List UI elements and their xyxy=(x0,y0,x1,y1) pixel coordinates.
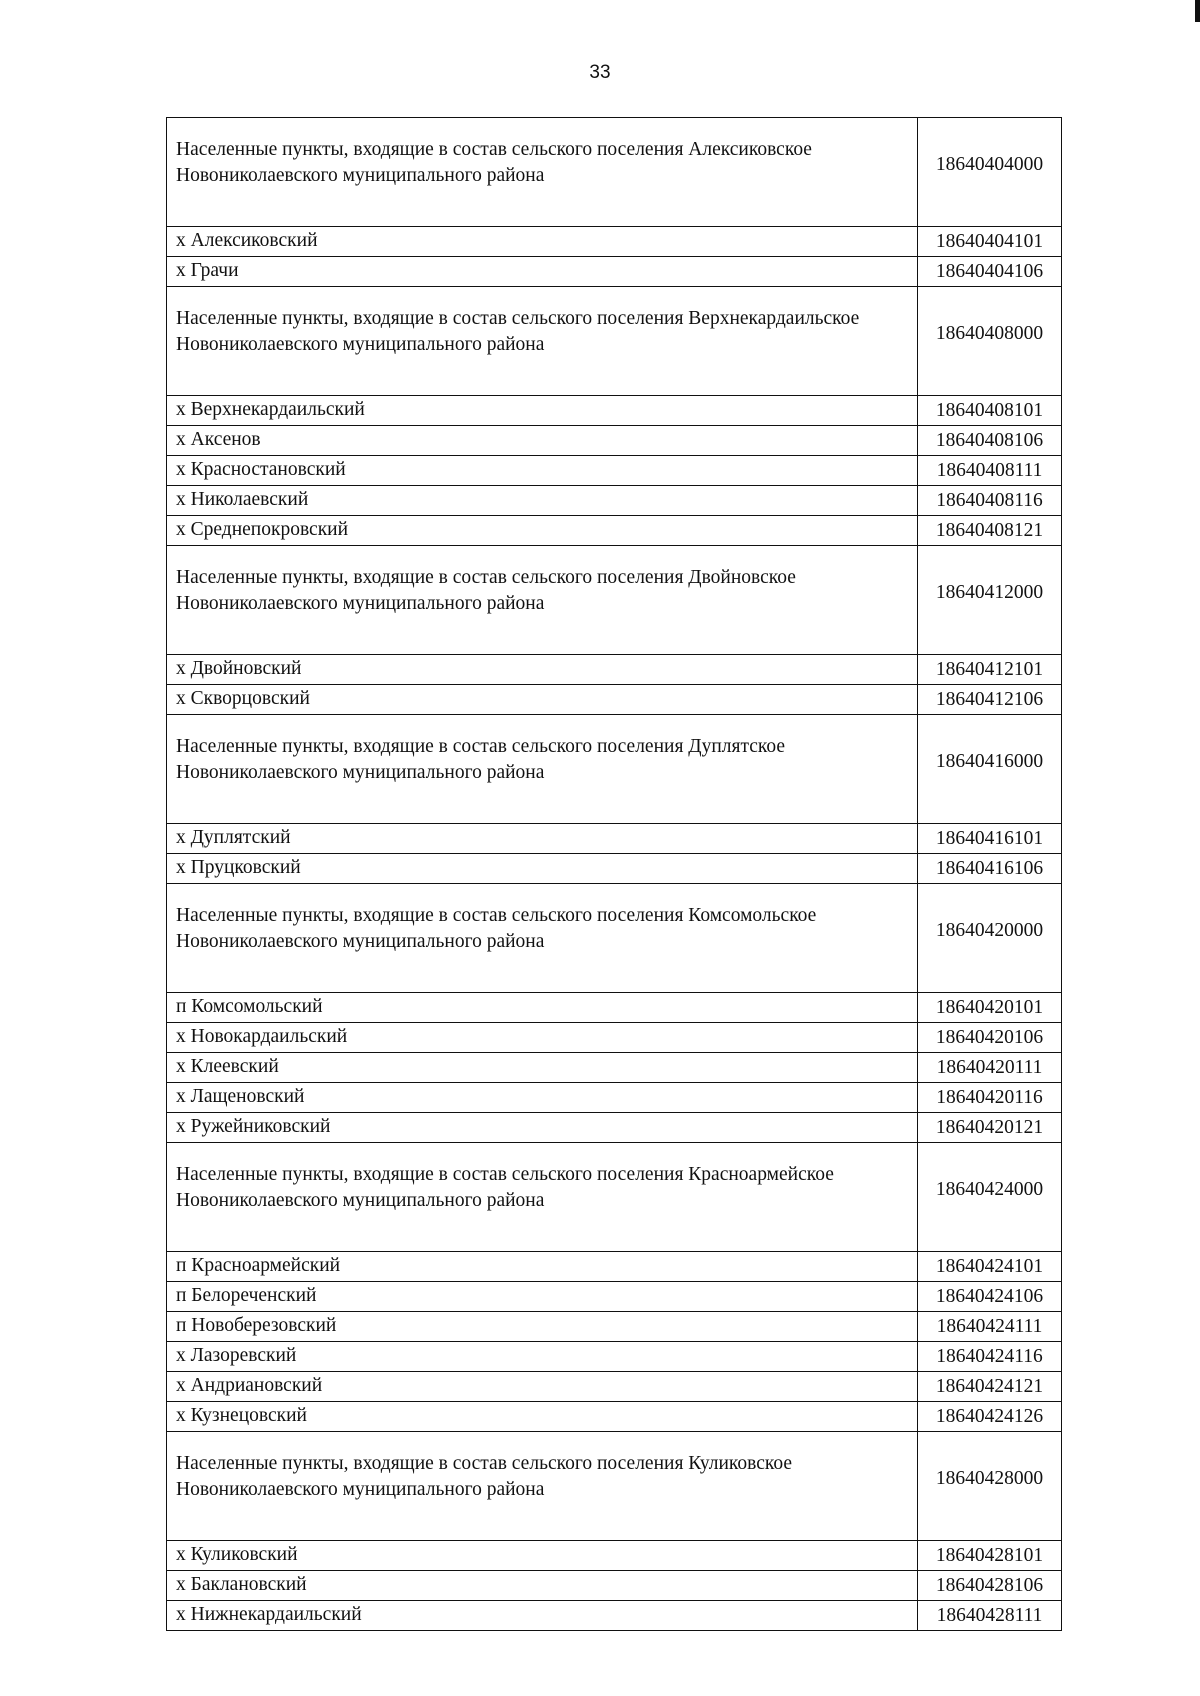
locality-name: х Нижнекардаильский xyxy=(167,1601,918,1631)
locality-code: 18640428111 xyxy=(918,1601,1062,1631)
locality-code: 18640420106 xyxy=(918,1023,1062,1053)
locality-code: 18640424111 xyxy=(918,1312,1062,1342)
scan-edge-mark xyxy=(1195,0,1200,22)
settlement-group-code: 18640428000 xyxy=(918,1432,1062,1541)
locality-code: 18640404106 xyxy=(918,257,1062,287)
locality-code: 18640408116 xyxy=(918,486,1062,516)
table-body xyxy=(167,118,1062,1631)
locality-code: 18640404101 xyxy=(918,227,1062,257)
locality-name: х Кузнецовский xyxy=(167,1402,918,1432)
locality-name: х Баклановский xyxy=(167,1571,918,1601)
locality-code: 18640424121 xyxy=(918,1372,1062,1402)
locality-name: х Верхнекардаильский xyxy=(167,396,918,426)
locality-name: х Скворцовский xyxy=(167,685,918,715)
locality-code: 18640420101 xyxy=(918,993,1062,1023)
settlement-group-name: Населенные пункты, входящие в состав сельского поселения Алексиковское Новониколаевского муниципального района xyxy=(167,118,918,227)
locality-name: п Комсомольский xyxy=(167,993,918,1023)
locality-row xyxy=(167,1372,1062,1402)
locality-name: х Красностановский xyxy=(167,456,918,486)
locality-name: х Двойновский xyxy=(167,655,918,685)
settlement-group-name: Населенные пункты, входящие в состав сельского поселения Верхнекардаильское Новониколаевского муниципального района xyxy=(167,287,918,396)
locality-name: х Пруцковский xyxy=(167,854,918,884)
locality-code: 18640424116 xyxy=(918,1342,1062,1372)
locality-name: х Андриановский xyxy=(167,1372,918,1402)
locality-row xyxy=(167,1282,1062,1312)
locality-row xyxy=(167,1023,1062,1053)
locality-row xyxy=(167,516,1062,546)
locality-name: х Ружейниковский xyxy=(167,1113,918,1143)
locality-row xyxy=(167,685,1062,715)
locality-code: 18640408101 xyxy=(918,396,1062,426)
locality-row xyxy=(167,227,1062,257)
settlement-group-code: 18640420000 xyxy=(918,884,1062,993)
locality-row xyxy=(167,655,1062,685)
locality-row xyxy=(167,854,1062,884)
settlement-group-row xyxy=(167,118,1062,227)
locality-name: х Куликовский xyxy=(167,1541,918,1571)
locality-code: 18640420111 xyxy=(918,1053,1062,1083)
page-number: 33 xyxy=(589,62,611,83)
locality-row xyxy=(167,1113,1062,1143)
locality-code: 18640416106 xyxy=(918,854,1062,884)
locality-row xyxy=(167,1342,1062,1372)
locality-row xyxy=(167,486,1062,516)
locality-row xyxy=(167,1402,1062,1432)
settlement-group-name: Населенные пункты, входящие в состав сельского поселения Куликовское Новониколаевского муниципального района xyxy=(167,1432,918,1541)
settlement-group-name: Населенные пункты, входящие в состав сельского поселения Красноармейское Новониколаевского муниципального района xyxy=(167,1143,918,1252)
locality-row xyxy=(167,456,1062,486)
locality-code: 18640424126 xyxy=(918,1402,1062,1432)
settlement-group-code: 18640424000 xyxy=(918,1143,1062,1252)
locality-name: п Новоберезовский xyxy=(167,1312,918,1342)
settlement-group-row xyxy=(167,546,1062,655)
locality-code: 18640424106 xyxy=(918,1282,1062,1312)
locality-code: 18640428106 xyxy=(918,1571,1062,1601)
locality-row xyxy=(167,1252,1062,1282)
settlement-group-code: 18640412000 xyxy=(918,546,1062,655)
locality-row xyxy=(167,993,1062,1023)
locality-name: х Николаевский xyxy=(167,486,918,516)
locality-code: 18640408111 xyxy=(918,456,1062,486)
settlement-group-row xyxy=(167,715,1062,824)
locality-code: 18640424101 xyxy=(918,1252,1062,1282)
locality-row xyxy=(167,396,1062,426)
locality-name: х Новокардаильский xyxy=(167,1023,918,1053)
locality-code: 18640412101 xyxy=(918,655,1062,685)
locality-name: х Лазоревский xyxy=(167,1342,918,1372)
settlement-group-row xyxy=(167,1143,1062,1252)
locality-name: п Красноармейский xyxy=(167,1252,918,1282)
locality-code: 18640420116 xyxy=(918,1083,1062,1113)
locality-code: 18640428101 xyxy=(918,1541,1062,1571)
locality-row xyxy=(167,1083,1062,1113)
locality-row xyxy=(167,824,1062,854)
locality-code: 18640412106 xyxy=(918,685,1062,715)
locality-code: 18640416101 xyxy=(918,824,1062,854)
okato-table xyxy=(166,117,1062,1631)
locality-code: 18640408121 xyxy=(918,516,1062,546)
settlement-group-row xyxy=(167,287,1062,396)
locality-name: х Среднепокровский xyxy=(167,516,918,546)
locality-code: 18640408106 xyxy=(918,426,1062,456)
locality-name: х Алексиковский xyxy=(167,227,918,257)
settlement-group-row xyxy=(167,1432,1062,1541)
settlement-group-code: 18640416000 xyxy=(918,715,1062,824)
locality-row xyxy=(167,1541,1062,1571)
locality-row xyxy=(167,1601,1062,1631)
locality-row xyxy=(167,1312,1062,1342)
locality-name: х Лащеновский xyxy=(167,1083,918,1113)
locality-name: х Грачи xyxy=(167,257,918,287)
locality-row xyxy=(167,1571,1062,1601)
locality-code: 18640420121 xyxy=(918,1113,1062,1143)
settlement-group-name: Населенные пункты, входящие в состав сельского поселения Дуплятское Новониколаевского муниципального района xyxy=(167,715,918,824)
settlement-group-name: Населенные пункты, входящие в состав сельского поселения Комсомольское Новониколаевского муниципального района xyxy=(167,884,918,993)
locality-name: х Клеевский xyxy=(167,1053,918,1083)
locality-name: п Белореченский xyxy=(167,1282,918,1312)
locality-row xyxy=(167,426,1062,456)
settlement-group-code: 18640404000 xyxy=(918,118,1062,227)
locality-name: х Аксенов xyxy=(167,426,918,456)
settlement-group-row xyxy=(167,884,1062,993)
locality-name: х Дуплятский xyxy=(167,824,918,854)
locality-row xyxy=(167,1053,1062,1083)
locality-row xyxy=(167,257,1062,287)
settlement-group-code: 18640408000 xyxy=(918,287,1062,396)
settlement-group-name: Населенные пункты, входящие в состав сельского поселения Двойновское Новониколаевского муниципального района xyxy=(167,546,918,655)
